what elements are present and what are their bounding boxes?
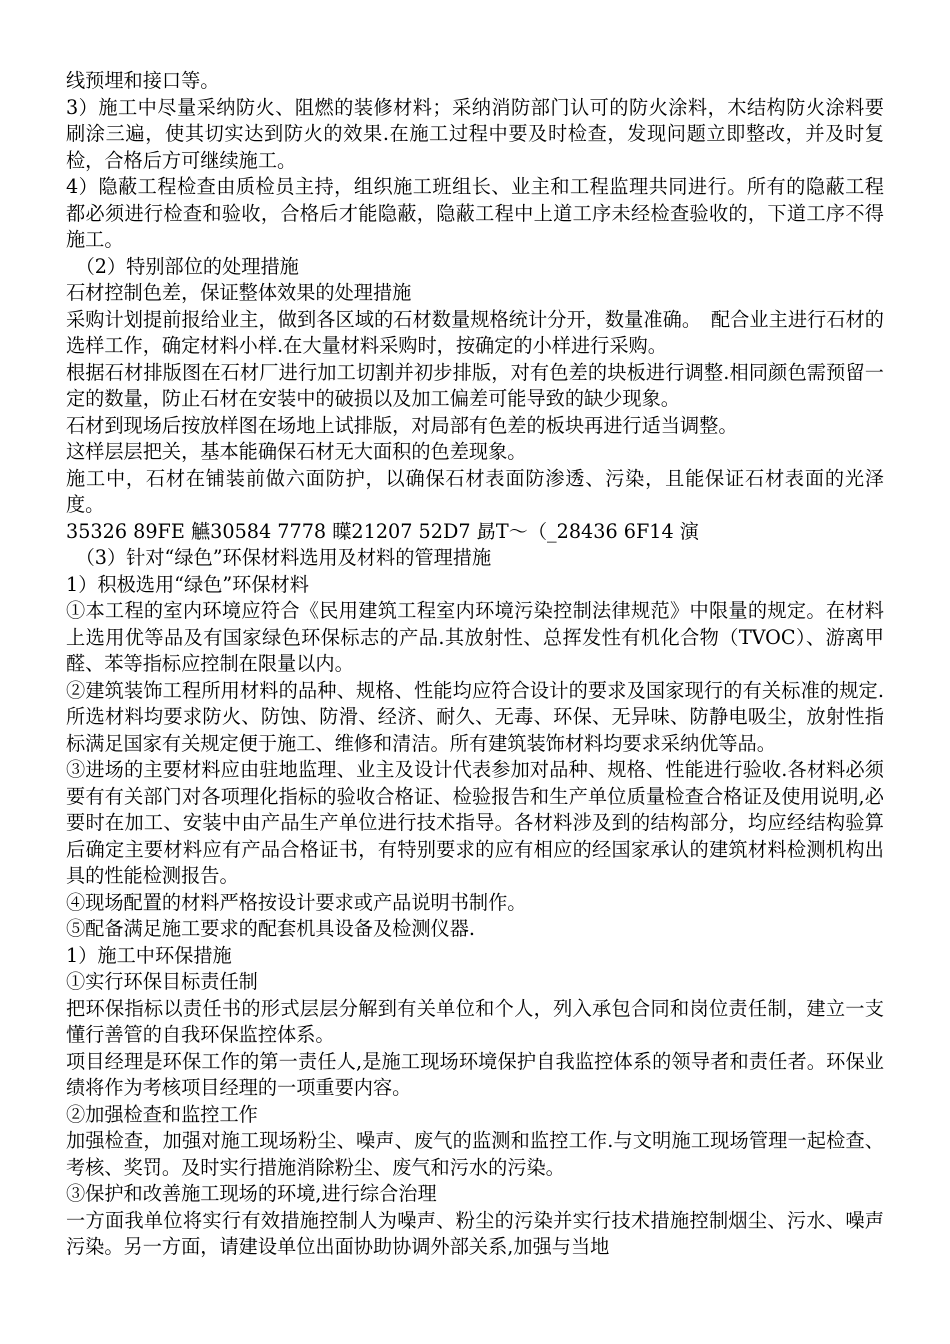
item-heading: ①实行环保目标责任制 [66, 970, 258, 993]
subsection-heading: 1）施工中环保措施 [66, 943, 232, 967]
paragraph: 线预埋和接口等。 [66, 69, 220, 92]
paragraph: ②建筑装饰工程所用材料的品种、规格、性能均应符合设计的要求及国家现行的有关标准的规定.所选材料均要求防火、防蚀、防滑、经济、耐久、无毒、环保、无异味、防静电吸尘，放射性指标满足国家有关规定便于施工、维修和清洁。所有建筑装饰材料均要求采纳优等品。 [66, 678, 884, 755]
paragraph: 3）施工中尽量采纳防火、阻燃的装修材料；采纳消防部门认可的防火涂料，木结构防火涂料要刷涂三遍，使其切实达到防火的效果.在施工过程中要及时检查，发现问题立即整改，并及时复检，合格后方可继续施工。 [66, 95, 884, 172]
subsection-heading: 1）积极选用“绿色”环保材料 [66, 572, 309, 596]
paragraph: 采购计划提前报给业主，做到各区域的石材数量规格统计分开，数量准确。 配合业主进行石材的选样工作，确定材料小样.在大量材料采购时，按确定的小样进行采购。 [66, 307, 884, 357]
section-heading: （3）针对“绿色”环保材料选用及材料的管理措施 [66, 546, 492, 569]
paragraph: 施工中，石材在铺装前做六面防护，以确保石材表面防渗透、污染，且能保证石材表面的光泽度。 [66, 466, 884, 516]
paragraph: 把环保指标以责任书的形式层层分解到有关单位和个人，列入承包合同和岗位责任制，建立一支懂行善管的自我环保监控体系。 [66, 996, 884, 1046]
paragraph: 根据石材排版图在石材厂进行加工切割并初步排版，对有色差的块板进行调整.相同颜色需预留一定的数量，防止石材在安装中的破损以及加工偏差可能导致的缺少现象。 [66, 360, 884, 410]
paragraph: ④现场配置的材料严格按设计要求或产品说明书制作。 [66, 890, 527, 914]
paragraph: 这样层层把关，基本能确保石材无大面积的色差现象。 [66, 440, 527, 463]
paragraph: 项目经理是环保工作的第一责任人,是施工现场环境保护自我监控体系的领导者和责任者。环保业绩将作为考核项目经理的一项重要内容。 [66, 1049, 884, 1099]
paragraph: ①本工程的室内环境应符合《民用建筑工程室内环境污染控制法律规范》中限量的规定。在材料上选用优等品及有国家绿色环保标志的产品.其放射性、总挥发性有机化合物（TVOC）、游离甲醛、苯等指标应控制在限量以内。 [66, 599, 884, 675]
section-heading: （2）特别部位的处理措施 [66, 254, 299, 278]
paragraph: 加强检查，加强对施工现场粉尘、噪声、废气的监测和监控工作.与文明施工现场管理一起检查、考核、奖罚。及时实行措施消除粉尘、废气和污水的污染。 [66, 1129, 884, 1179]
item-heading: ②加强检查和监控工作 [66, 1102, 258, 1126]
paragraph: 石材控制色差，保证整体效果的处理措施 [66, 281, 412, 304]
paragraph: 4）隐蔽工程检查由质检员主持，组织施工班组长、业主和工程监理共同进行。所有的隐蔽工程都必须进行检查和验收，合格后才能隐蔽，隐蔽工程中上道工序未经检查验收的，下道工序不得施工。 [66, 175, 884, 251]
item-heading: ③保护和改善施工现场的环境,进行综合治理 [66, 1182, 437, 1205]
paragraph: ⑤配备满足施工要求的配套机具设备及检测仪器. [66, 917, 476, 940]
paragraph: 石材到现场后按放样图在场地上试排版，对局部有色差的板块再进行适当调整。 [66, 413, 738, 437]
paragraph: ③进场的主要材料应由驻地监理、业主及设计代表参加对品种、规格、性能进行验收.各材料必须要有有关部门对各项理化指标的验收合格证、检验报告和生产单位质量检查合格证及使用说明,必要时在加工、安装中由产品生产单位进行技术指导。各材料涉及到的结构部分，均应经结构验算后确定主要材料应有产品合格证书，有特别要求的应有相应的经国家承认的建筑材料检测机构出具的性能检测报告。 [66, 758, 884, 887]
paragraph: 一方面我单位将实行有效措施控制人为噪声、粉尘的污染并实行技术措施控制烟尘、污水、噪声污染。另一方面，请建设单位出面协助协调外部关系,加强与当地 [66, 1208, 884, 1258]
garbled-text-line: 35326 89FE 觾30584 7778 瞸21207 52D7 勗T～（_28436 6F14 演 [66, 519, 699, 543]
